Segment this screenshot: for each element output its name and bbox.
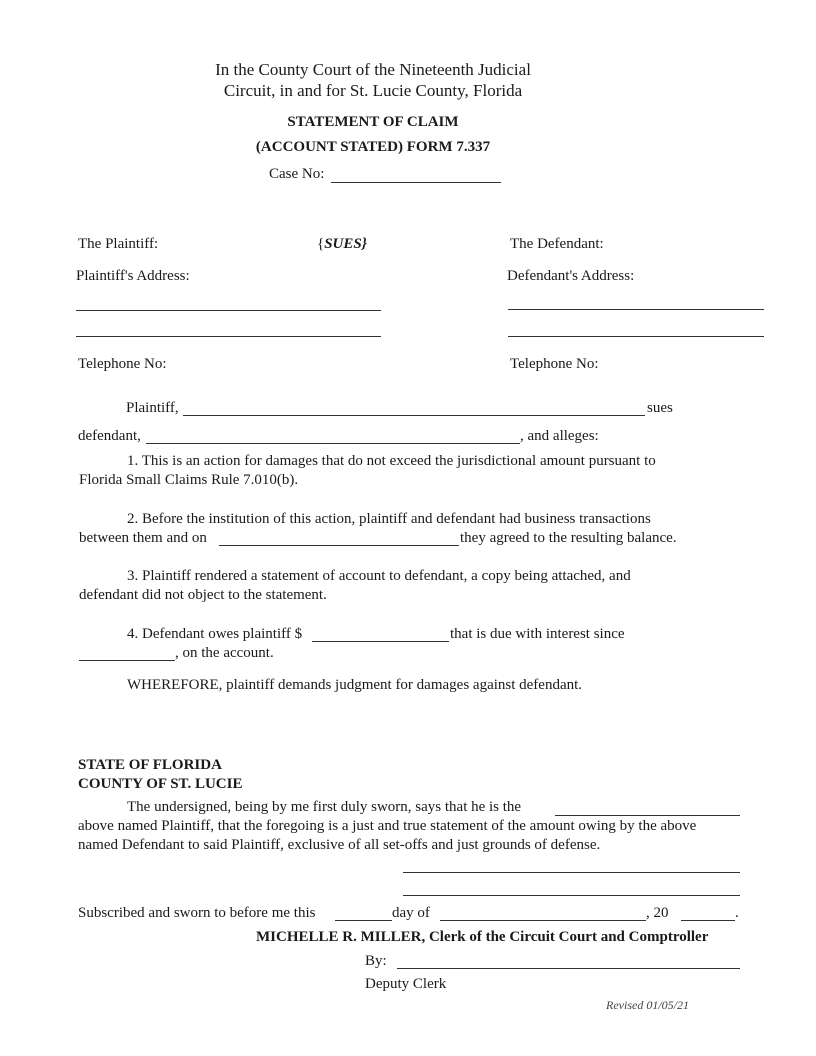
- defendant-address-line-1[interactable]: [508, 309, 764, 310]
- subscribed-month-field[interactable]: [440, 920, 646, 921]
- defendant-address-label: Defendant's Address:: [507, 268, 635, 284]
- subscribed-period: .: [735, 905, 739, 921]
- paragraph-2-line-1: 2. Before the institution of this action, plaintiff and defendant had business transactions: [127, 511, 651, 527]
- defendant-label: The Defendant:: [510, 236, 604, 252]
- paragraph-4-line-2-suffix: , on the account.: [175, 645, 274, 661]
- oath-line-2: above named Plaintiff, that the foregoing is a just and true statement of the amount owing by the above: [78, 818, 697, 834]
- court-name-line1: In the County Court of the Nineteenth Judicial: [215, 60, 531, 79]
- oath-line-3: named Defendant to said Plaintiff, exclusive of all set-offs and just grounds of defense.: [78, 837, 601, 853]
- form-subtitle: (ACCOUNT STATED) FORM 7.337: [255, 139, 491, 155]
- subscribed-year-field[interactable]: [681, 920, 735, 921]
- amount-owed-field[interactable]: [312, 641, 449, 642]
- transaction-date-field[interactable]: [219, 545, 459, 546]
- plaintiff-address-line-2[interactable]: [76, 336, 381, 337]
- oath-line-1: The undersigned, being by me first duly sworn, says that he is the: [127, 799, 522, 815]
- clerk-name: MICHELLE R. MILLER, Clerk of the Circuit Court and Comptroller: [256, 929, 709, 945]
- plaintiff-phone-label: Telephone No:: [78, 356, 167, 372]
- subscribed-day-field[interactable]: [335, 920, 392, 921]
- affiant-signature-line-1[interactable]: [403, 872, 740, 873]
- subscribed-prefix: Subscribed and sworn to before me this: [78, 905, 316, 921]
- plaintiff-name-label: Plaintiff,: [126, 400, 179, 416]
- wherefore-clause: WHEREFORE, plaintiff demands judgment for damages against defendant.: [127, 677, 583, 693]
- defendant-name-label: defendant,: [78, 428, 141, 444]
- paragraph-3-line-1: 3. Plaintiff rendered a statement of account to defendant, a copy being attached, and: [127, 568, 631, 584]
- court-name-line2: Circuit, in and for St. Lucie County, Florida: [223, 81, 523, 100]
- paragraph-1-line-2: Florida Small Claims Rule 7.010(b).: [79, 472, 299, 488]
- by-label: By:: [365, 953, 387, 969]
- defendant-address-line-2[interactable]: [508, 336, 764, 337]
- plaintiff-name-field[interactable]: [183, 415, 645, 416]
- form-title: STATEMENT OF CLAIM: [287, 114, 459, 130]
- defendant-name-field[interactable]: [146, 443, 520, 444]
- alleges-suffix: , and alleges:: [520, 428, 599, 444]
- paragraph-1-line-1: 1. This is an action for damages that do not exceed the jurisdictional amount pursuant to: [127, 453, 656, 469]
- defendant-phone-label: Telephone No:: [510, 356, 599, 372]
- interest-since-date-field[interactable]: [79, 660, 175, 661]
- paragraph-2-line-2-prefix: between them and on: [79, 530, 207, 546]
- plaintiff-address-label: Plaintiff's Address:: [76, 268, 190, 284]
- county-heading: COUNTY OF ST. LUCIE: [78, 776, 243, 792]
- plaintiff-label: The Plaintiff:: [78, 236, 159, 252]
- deputy-clerk-signature-field[interactable]: [397, 968, 740, 969]
- sues-label: [317, 236, 367, 253]
- state-heading: STATE OF FLORIDA: [78, 757, 222, 773]
- affiant-signature-line-2[interactable]: [403, 895, 740, 896]
- plaintiff-address-line-1[interactable]: [76, 310, 381, 311]
- deputy-clerk-label: Deputy Clerk: [365, 976, 447, 992]
- subscribed-day-label: day of: [392, 905, 430, 921]
- paragraph-4-line-1-prefix: 4. Defendant owes plaintiff $: [127, 626, 303, 642]
- sues-word: SUES}: [324, 236, 367, 252]
- paragraph-4-line-1-suffix: that is due with interest since: [450, 626, 625, 642]
- subscribed-year-label: , 20: [646, 905, 669, 921]
- case-number-label: Case No:: [269, 166, 325, 182]
- sues-suffix: sues: [647, 400, 673, 416]
- case-number-field[interactable]: [331, 182, 501, 183]
- paragraph-2-line-2-suffix: they agreed to the resulting balance.: [460, 530, 677, 546]
- affiant-capacity-field[interactable]: [555, 815, 740, 816]
- revision-date: Revised 01/05/21: [606, 998, 689, 1012]
- paragraph-3-line-2: defendant did not object to the statement.: [79, 587, 327, 603]
- sues-brace: {: [317, 236, 325, 252]
